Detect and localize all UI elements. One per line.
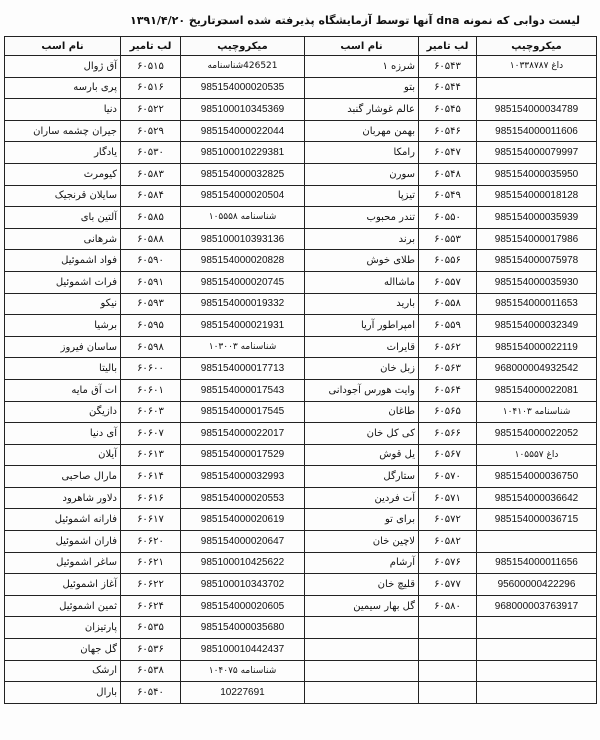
right-lip-cell: ۶۰۵۴۸ <box>419 163 477 185</box>
left-chip-cell: 985154000022044 <box>181 120 305 142</box>
left-lip-cell: ۶۰۵۳۰ <box>121 142 181 164</box>
right-lip-cell: ۶۰۵۵۹ <box>419 315 477 337</box>
right-chip-cell: 968000003763917 <box>477 595 597 617</box>
document-date: درتاریخ ۱۳۹۱/۴/۲۰ <box>130 14 228 27</box>
right-chip-cell: 985154000022081 <box>477 379 597 401</box>
left-lip-cell: ۶۰۵۸۵ <box>121 207 181 229</box>
left-name-cell: پارتیزان <box>5 617 121 639</box>
right-name-cell: برند <box>305 228 419 250</box>
left-name-cell: نیکو <box>5 293 121 315</box>
left-lip-cell: ۶۰۶۰۰ <box>121 358 181 380</box>
right-name-header: نام اسب <box>305 37 419 56</box>
table-row <box>5 120 597 142</box>
right-chip-cell: 985154000036715 <box>477 509 597 531</box>
left-lip-cell: ۶۰۵۴۰ <box>121 682 181 704</box>
right-lip-cell: ۶۰۵۴۳ <box>419 56 477 78</box>
right-lip-cell <box>419 660 477 682</box>
right-name-cell: طاغان <box>305 401 419 423</box>
left-name-cell: فرات اشموئیل <box>5 271 121 293</box>
table-row <box>5 99 597 121</box>
right-chip-cell: 985154000011606 <box>477 120 597 142</box>
left-name-cell: آق ژوال <box>5 56 121 78</box>
right-lip-cell: ۶۰۵۸۰ <box>419 595 477 617</box>
right-lip-cell: ۶۰۵۴۶ <box>419 120 477 142</box>
right-chip-cell: 985154000035950 <box>477 163 597 185</box>
right-name-cell: بتو <box>305 77 419 99</box>
right-chip-cell: داغ ۱۰۵۵۵۷ <box>477 444 597 466</box>
right-lip-cell: ۶۰۵۶۷ <box>419 444 477 466</box>
left-chip-cell: 985154000022017 <box>181 423 305 445</box>
table-row <box>5 358 597 380</box>
right-lip-cell <box>419 639 477 661</box>
table-header-row <box>5 37 597 56</box>
right-name-cell: تندر محبوب <box>305 207 419 229</box>
left-lip-cell: ۶۰۵۹۸ <box>121 336 181 358</box>
right-name-cell: وایت هورس آجودانی <box>305 379 419 401</box>
right-lip-cell: ۶۰۵۶۶ <box>419 423 477 445</box>
right-lip-cell: ۶۰۵۶۴ <box>419 379 477 401</box>
left-lip-cell: ۶۰۶۱۶ <box>121 487 181 509</box>
table-row <box>5 250 597 272</box>
right-lip-cell: ۶۰۵۶۲ <box>419 336 477 358</box>
left-chip-cell: 985154000020828 <box>181 250 305 272</box>
right-name-cell: کی کل خان <box>305 423 419 445</box>
right-lip-cell: ۶۰۵۴۹ <box>419 185 477 207</box>
table-row <box>5 574 597 596</box>
left-chip-cell: 985154000032825 <box>181 163 305 185</box>
left-chip-cell: 985100010343702 <box>181 574 305 596</box>
left-chip-cell: 985154000020647 <box>181 531 305 553</box>
left-name-cell: فارانه اشموئیل <box>5 509 121 531</box>
left-lip-cell: ۶۰۵۹۱ <box>121 271 181 293</box>
right-name-cell: طلای خوش <box>305 250 419 272</box>
right-lip-cell: ۶۰۵۴۵ <box>419 99 477 121</box>
left-lip-cell: ۶۰۵۱۶ <box>121 77 181 99</box>
left-chip-cell: 985154000017545 <box>181 401 305 423</box>
right-name-cell <box>305 682 419 704</box>
right-lip-cell <box>419 682 477 704</box>
left-lip-cell: ۶۰۶۲۱ <box>121 552 181 574</box>
right-lip-cell: ۶۰۵۷۷ <box>419 574 477 596</box>
right-chip-cell: 985154000017986 <box>477 228 597 250</box>
table-row <box>5 682 597 704</box>
right-name-cell <box>305 639 419 661</box>
table-row <box>5 444 597 466</box>
right-name-cell: عالم غوشار گنبد <box>305 99 419 121</box>
right-name-cell: ستارگل <box>305 466 419 488</box>
right-lip-cell <box>419 617 477 639</box>
right-chip-cell <box>477 77 597 99</box>
table-row <box>5 336 597 358</box>
horse-dna-table <box>4 36 597 704</box>
left-name-cell: یادگار <box>5 142 121 164</box>
right-name-cell: برای تو <box>305 509 419 531</box>
right-chip-cell: 968000004932542 <box>477 358 597 380</box>
right-lip-cell: ۶۰۵۴۴ <box>419 77 477 99</box>
right-name-cell: بهمن مهربان <box>305 120 419 142</box>
left-name-cell: پری بارسه <box>5 77 121 99</box>
right-chip-cell: 985154000036642 <box>477 487 597 509</box>
right-chip-cell: 985154000032349 <box>477 315 597 337</box>
right-lip-cell: ۶۰۵۵۶ <box>419 250 477 272</box>
left-lip-cell: ۶۰۵۲۲ <box>121 99 181 121</box>
right-name-cell: قایرات <box>305 336 419 358</box>
left-name-cell: دنیا <box>5 99 121 121</box>
right-chip-cell: 985154000035930 <box>477 271 597 293</box>
left-name-cell: آی دنیا <box>5 423 121 445</box>
table-row <box>5 142 597 164</box>
right-chip-cell <box>477 682 597 704</box>
right-lip-cell: ۶۰۵۵۷ <box>419 271 477 293</box>
right-chip-header: میکروچیپ <box>477 37 597 56</box>
left-chip-cell: 985154000020745 <box>181 271 305 293</box>
right-name-cell: قلیچ خان <box>305 574 419 596</box>
left-chip-cell: 985154000019332 <box>181 293 305 315</box>
table-row <box>5 315 597 337</box>
left-lip-cell: ۶۰۶۱۳ <box>121 444 181 466</box>
left-name-cell: جیران چشمه ساران <box>5 120 121 142</box>
right-lip-cell: ۶۰۵۶۵ <box>419 401 477 423</box>
table-row <box>5 56 597 78</box>
table-row <box>5 401 597 423</box>
right-lip-cell: ۶۰۵۷۱ <box>419 487 477 509</box>
right-chip-cell: 985154000022052 <box>477 423 597 445</box>
left-name-cell: بارال <box>5 682 121 704</box>
left-lip-cell: ۶۰۶۰۷ <box>121 423 181 445</box>
left-lip-cell: ۶۰۶۲۲ <box>121 574 181 596</box>
right-chip-cell: 985154000018128 <box>477 185 597 207</box>
right-name-cell: زبل خان <box>305 358 419 380</box>
right-chip-cell: 985154000022119 <box>477 336 597 358</box>
table-row <box>5 617 597 639</box>
left-chip-cell: 985154000020553 <box>181 487 305 509</box>
right-chip-cell: داغ ۱۰۳۳۸۷۸۷ <box>477 56 597 78</box>
left-name-cell: شرهانی <box>5 228 121 250</box>
left-lip-cell: ۶۰۶۲۰ <box>121 531 181 553</box>
left-lip-cell: ۶۰۶۰۳ <box>121 401 181 423</box>
table-row <box>5 379 597 401</box>
right-lip-cell: ۶۰۵۴۷ <box>419 142 477 164</box>
right-chip-cell: 985154000036750 <box>477 466 597 488</box>
left-chip-cell: شناسنامه ۱۰۵۵۵۸ <box>181 207 305 229</box>
left-chip-cell: شناسنامه ۱۰۴۰۷۵ <box>181 660 305 682</box>
right-lip-cell: ۶۰۵۵۰ <box>419 207 477 229</box>
table-row <box>5 531 597 553</box>
right-lip-cell: ۶۰۵۷۶ <box>419 552 477 574</box>
table-row <box>5 639 597 661</box>
left-chip-cell: 985154000020504 <box>181 185 305 207</box>
left-name-cell: فاران اشموئیل <box>5 531 121 553</box>
right-chip-cell: 95600000422296 <box>477 574 597 596</box>
left-lip-cell: ۶۰۵۳۶ <box>121 639 181 661</box>
right-chip-cell: 985154000075978 <box>477 250 597 272</box>
left-lip-cell: ۶۰۵۹۵ <box>121 315 181 337</box>
table-row <box>5 293 597 315</box>
left-lip-header: لب تامیر <box>121 37 181 56</box>
left-chip-cell: 985100010442437 <box>181 639 305 661</box>
right-chip-cell: 985154000034789 <box>477 99 597 121</box>
right-chip-cell: 985154000011653 <box>477 293 597 315</box>
left-lip-cell: ۶۰۵۸۴ <box>121 185 181 207</box>
left-chip-cell: 985100010425622 <box>181 552 305 574</box>
left-lip-cell: ۶۰۵۸۳ <box>121 163 181 185</box>
table-row <box>5 228 597 250</box>
left-name-cell: ثمین اشموئیل <box>5 595 121 617</box>
right-lip-cell: ۶۰۵۵۳ <box>419 228 477 250</box>
table-row <box>5 207 597 229</box>
left-name-cell: مارال صاحبی <box>5 466 121 488</box>
table-row <box>5 595 597 617</box>
left-chip-cell: 985100010229381 <box>181 142 305 164</box>
right-chip-cell <box>477 660 597 682</box>
left-lip-cell: ۶۰۶۲۴ <box>121 595 181 617</box>
left-lip-cell: ۶۰۵۹۰ <box>121 250 181 272</box>
right-name-cell <box>305 617 419 639</box>
right-lip-header: لب تامیر <box>419 37 477 56</box>
right-name-cell: امپراطور آریا <box>305 315 419 337</box>
right-name-cell: رامکا <box>305 142 419 164</box>
left-name-cell: کیومرث <box>5 163 121 185</box>
left-chip-cell: 985100010345369 <box>181 99 305 121</box>
right-chip-cell: شناسنامه ۱۰۴۱۰۳ <box>477 401 597 423</box>
left-lip-cell: ۶۰۵۸۸ <box>121 228 181 250</box>
left-name-cell: آغاز اشموئیل <box>5 574 121 596</box>
table-row <box>5 660 597 682</box>
table-body <box>5 56 597 704</box>
right-chip-cell: 985154000079997 <box>477 142 597 164</box>
right-lip-cell: ۶۰۵۶۳ <box>419 358 477 380</box>
right-name-cell: یل قوش <box>305 444 419 466</box>
left-name-header: نام اسب <box>5 37 121 56</box>
right-lip-cell: ۶۰۵۷۰ <box>419 466 477 488</box>
document-title: لیست دوابی که نمونه dna آنها توسط آزمایشگاه پذیرفته شده است <box>217 14 580 27</box>
left-lip-cell: ۶۰۵۳۸ <box>121 660 181 682</box>
right-lip-cell: ۶۰۵۵۸ <box>419 293 477 315</box>
left-name-cell: فواد اشموئیل <box>5 250 121 272</box>
left-lip-cell: ۶۰۵۲۹ <box>121 120 181 142</box>
table-row <box>5 466 597 488</box>
left-lip-cell: ۶۰۶۰۱ <box>121 379 181 401</box>
left-name-cell: بالیتا <box>5 358 121 380</box>
left-name-cell: دازیگن <box>5 401 121 423</box>
table-row <box>5 185 597 207</box>
table-row <box>5 271 597 293</box>
left-name-cell: ات آق مایه <box>5 379 121 401</box>
left-chip-cell: 426521شناسنامه <box>181 56 305 78</box>
right-chip-cell <box>477 617 597 639</box>
left-name-cell: آیلان <box>5 444 121 466</box>
left-lip-cell: ۶۰۵۳۵ <box>121 617 181 639</box>
right-name-cell: آت فردین <box>305 487 419 509</box>
left-name-cell: سایلان قرنجیک <box>5 185 121 207</box>
table-row <box>5 487 597 509</box>
left-chip-cell: 985154000017529 <box>181 444 305 466</box>
left-chip-cell: 985154000032993 <box>181 466 305 488</box>
right-name-cell: ماشااله <box>305 271 419 293</box>
right-lip-cell: ۶۰۵۸۲ <box>419 531 477 553</box>
left-name-cell: ساغر اشموئیل <box>5 552 121 574</box>
left-chip-cell: 985154000020619 <box>181 509 305 531</box>
right-name-cell <box>305 660 419 682</box>
left-chip-cell: 985154000017713 <box>181 358 305 380</box>
left-chip-cell: 985154000035680 <box>181 617 305 639</box>
right-lip-cell: ۶۰۵۷۲ <box>419 509 477 531</box>
left-chip-cell: 985154000020605 <box>181 595 305 617</box>
left-chip-cell: 10227691 <box>181 682 305 704</box>
left-lip-cell: ۶۰۵۹۳ <box>121 293 181 315</box>
right-name-cell: لاچین خان <box>305 531 419 553</box>
left-chip-cell: 985154000017543 <box>181 379 305 401</box>
table-row <box>5 77 597 99</box>
left-chip-header: میکروچیپ <box>181 37 305 56</box>
right-name-cell: شرزه ۱ <box>305 56 419 78</box>
left-lip-cell: ۶۰۶۱۷ <box>121 509 181 531</box>
right-chip-cell: 985154000011656 <box>477 552 597 574</box>
right-chip-cell: 985154000035939 <box>477 207 597 229</box>
right-name-cell: آرشام <box>305 552 419 574</box>
right-chip-cell <box>477 531 597 553</box>
right-name-cell: بارید <box>305 293 419 315</box>
left-name-cell: گل جهان <box>5 639 121 661</box>
left-name-cell: آلتین بای <box>5 207 121 229</box>
table-row <box>5 552 597 574</box>
left-name-cell: دلاور شاهرود <box>5 487 121 509</box>
left-lip-cell: ۶۰۵۱۵ <box>121 56 181 78</box>
left-chip-cell: شناسنامه ۱۰۳۰۰۳ <box>181 336 305 358</box>
table-row <box>5 509 597 531</box>
right-name-cell: گل بهار سیمین <box>305 595 419 617</box>
left-lip-cell: ۶۰۶۱۴ <box>121 466 181 488</box>
left-name-cell: برشیا <box>5 315 121 337</box>
table-row <box>5 163 597 185</box>
left-chip-cell: 985154000021931 <box>181 315 305 337</box>
left-name-cell: ارشک <box>5 660 121 682</box>
left-name-cell: ساسان فیروز <box>5 336 121 358</box>
right-name-cell: تیزپا <box>305 185 419 207</box>
table-row <box>5 423 597 445</box>
right-chip-cell <box>477 639 597 661</box>
left-chip-cell: 985154000020535 <box>181 77 305 99</box>
right-name-cell: سورن <box>305 163 419 185</box>
left-chip-cell: 985100010393136 <box>181 228 305 250</box>
